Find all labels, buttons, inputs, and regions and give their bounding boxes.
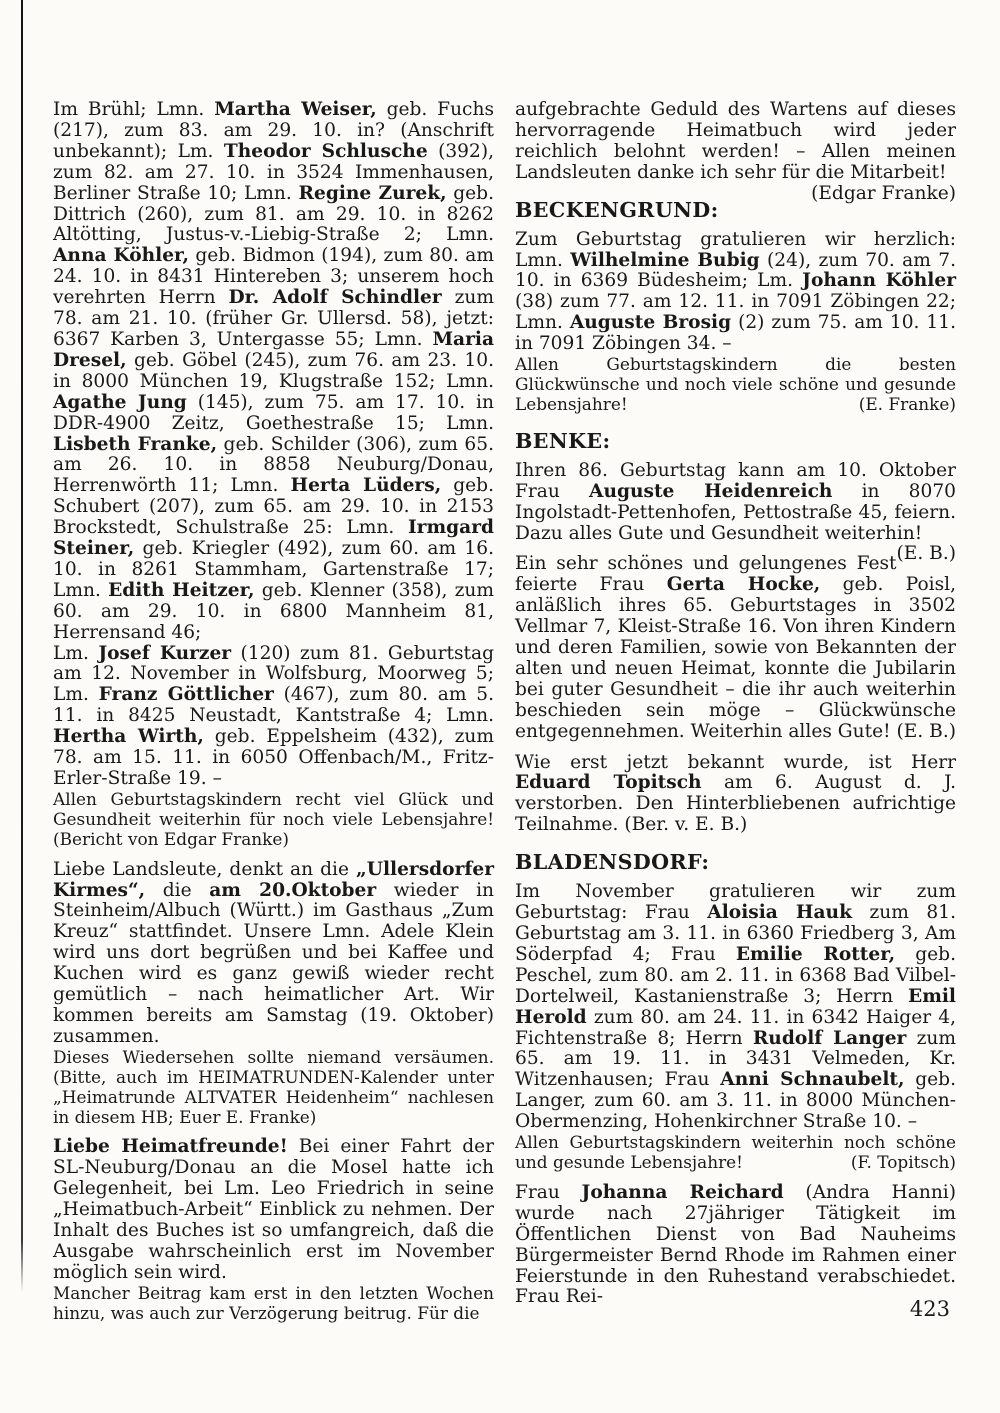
text-columns	[53, 100, 957, 1324]
text-run: (24), zum 70. am 7. 10. in 6369 Büdesheim; Lm.	[515, 249, 957, 292]
text-run: geb. Poisl, anläßlich ihres 65. Geburtstages in 3502 Vellmar 7, Kleist-Straße 16. Von ihren Kindern und deren Familien, sowie von Bekannten der alten und neuen Heimat, konnte die Jubilarin bei guter Gesundheit – die ihr auch weiterhin beschieden sein möge – Glückwünsche entgegennehmen. Weiterhin alles Gute!	[515, 574, 956, 742]
text-run: geb. Fuchs (217), zum 83. am 29. 10. in? (Anschrift unbekannt); Lm.	[53, 99, 494, 162]
text-run: geb. Klenner (358), zum 60. am 29. 10. in 6800 Mannheim 81, Herrensand 46;	[53, 579, 494, 643]
bold-name-text: Emilie Rotter,	[735, 943, 896, 965]
text-run: die	[145, 879, 210, 901]
text-run: Wie erst jetzt bekannt wurde, ist Herr	[515, 751, 956, 773]
text-run: zum 78. am 21. 10. (früher Gr. Ullersd. 58), jetzt: 6367 Karben 3, Untergasse 55; Lmn.	[53, 287, 494, 350]
body-paragraph	[515, 882, 956, 1133]
bold-name-text: Dr. Adolf Schindler	[228, 287, 442, 309]
text-run: Lm.	[53, 642, 99, 664]
body-paragraph	[53, 100, 494, 644]
body-paragraph	[515, 554, 956, 742]
body-paragraph	[515, 230, 956, 355]
text-run: Allen Geburtstagskindern die besten Glückwünsche und noch viele schöne und gesunde Lebensjahre!	[515, 354, 956, 414]
bold-name-text: Liebe Heimatfreunde!	[53, 1136, 288, 1158]
note-paragraph	[53, 1284, 494, 1324]
bold-name-text: Aloisia Hauk	[707, 902, 852, 924]
text-run: geb. Göbel (245), zum 76. am 23. 10. in 8000 München 19, Klugstraße 152; Lmn.	[53, 349, 494, 392]
text-run: geb. Schilder (306), zum 65. am 26. 10. in 8858 Neuburg/Donau, Herrenwörth 11; Lmn.	[53, 433, 494, 497]
bold-name-text: Gerta Hocke,	[666, 574, 821, 596]
text-run: (2) zum 75. am 10. 11. in 7091 Zöbingen 34. –	[515, 312, 956, 355]
section-heading: BENKE:	[515, 428, 611, 453]
body-paragraph	[515, 459, 956, 565]
text-run: Allen Geburtstagskindern recht viel Glück und Gesundheit weiterhin für noch viele Lebensjahre! (Bericht von Edgar Franke)	[53, 788, 494, 849]
text-run: Liebe Landsleute, denkt an die	[53, 858, 357, 880]
text-run: Bei einer Fahrt der SL-Neuburg/Donau an die Mosel hatte ich Gelegenheit, bei Lm. Leo Friedrich in seine „Heimatbuch-Arbeit“ Einblick zu nehmen. Der Inhalt des Buches ist so umfangreich, daß die Ausgabe wahrscheinlich erst im November möglich sein wird.	[53, 1136, 494, 1283]
text-run: geb. Schubert (207), zum 65. am 29. 10. in 2153 Brockstedt, Schulstraße 25: Lmn.	[53, 475, 494, 539]
bold-name-text: Edith Heitzer,	[108, 579, 255, 601]
bold-name-text: Agathe Jung	[53, 391, 187, 413]
bold-name-text: Rudolf Langer	[752, 1027, 907, 1049]
section-heading: BLADENSDORF:	[515, 850, 710, 875]
bold-name-text: Auguste Heidenreich	[589, 480, 833, 502]
text-run: wieder in Steinheim/Albuch (Württ.) im Gasthaus „Zum Kreuz“ stattfindet. Unsere Lmn. Adele Klein wird uns dort begrüßen und bei Kaffee und Kuchen wird es ganz gewiß wieder recht gemütlich – nach heimatlicher Art. Wir kommen bereits am Samstag (19. Oktober) zusammen.	[53, 879, 495, 1047]
note-paragraph	[515, 1133, 956, 1173]
text-run: Zum Geburtstag gratulieren wir herzlich: Lmn.	[515, 228, 956, 271]
text-run: Frau	[515, 1181, 582, 1203]
text-run: geb. Dittrich (260), zum 81. am 29. 10. in 8262 Altötting, Justus-v.-Liebig-Straße 2; Lmn.	[53, 182, 494, 246]
text-run: aufgebrachte Geduld des Wartens auf dieses hervorragende Heimatbuch wird jeder reichlich belohnt werden! – Allen meinen Landsleuten danke ich sehr für die Mitarbeit!	[515, 99, 956, 183]
attribution: (F. Topitsch)	[850, 1151, 956, 1172]
text-run: Im Brühl; Lmn.	[53, 99, 215, 120]
text-run: (392), zum 82. am 27. 10. in 3524 Immenhausen, Berliner Straße 10; Lmn.	[53, 140, 494, 204]
bold-name-text: Franz Göttlicher	[98, 684, 274, 706]
bold-name-text: Wilhelmine Bubig	[570, 249, 760, 271]
bold-name-text: Eduard Topitsch	[515, 772, 702, 794]
bold-name-text: Josef Kurzer	[98, 642, 232, 664]
attribution: (E. B.)	[896, 720, 956, 742]
text-run: Ein sehr schönes und gelungenes Fest feierte Frau	[515, 553, 897, 596]
text-run: Mancher Beitrag kam erst in den letzten Wochen hinzu, was auch zur Verzögerung beitrug. Für die	[53, 1282, 494, 1323]
text-run: Dieses Wiedersehen sollte niemand versäumen. (Bitte, auch im HEIMATRUNDEN-Kalender unter „Heimatrunde ALTVATER Heidenheim“ nachlesen in diesem HB; Euer E. Franke)	[53, 1046, 494, 1127]
text-run: (467), zum 80. am 5. 11. in 8425 Neustadt, Kantstraße 4; Lmn.	[53, 684, 494, 727]
text-run: zum 81. Geburtstag am 3. 11. in 6360 Friedberg 3, Am Söderpfad 4; Frau	[515, 902, 956, 965]
bold-name-text: Herta Lüders,	[290, 475, 442, 497]
note-paragraph	[515, 355, 956, 415]
bold-name-text: Regine Zurek,	[298, 182, 447, 204]
text-run: (145), zum 75. am 17. 10. in DDR-4900 Zeitz, Goethestraße 15; Lmn.	[53, 391, 494, 434]
bold-name-text: Johann Köhler	[802, 270, 956, 292]
text-run: zum 65. am 19. 11. in 3431 Velmeden, Kr. Witzenhausen; Frau	[515, 1027, 956, 1091]
text-run: zum 80. am 24. 11. in 6342 Haiger 4, Fichtenstraße 8; Herrn	[515, 1006, 956, 1049]
body-paragraph	[515, 99, 956, 204]
body-paragraph	[515, 1183, 956, 1308]
bold-name-text: Anna Köhler,	[53, 245, 189, 267]
body-paragraph	[53, 644, 494, 790]
attribution: (Edgar Franke)	[811, 182, 956, 204]
attribution: (E. B.)	[896, 543, 956, 565]
bold-name-text: Johanna Reichard	[581, 1181, 784, 1203]
text-run: in 8070 Ingolstadt-Pettenhofen, Pettostraße 45, feiern. Dazu alles Gute und Gesundheit weiterhin!	[515, 480, 956, 544]
text-run: geb. Peschel, zum 80. am 2. 11. in 6368 Bad Vilbel-Dortelweil, Kastanienstraße 3; Herrn	[515, 943, 956, 1007]
attribution: (E. Franke)	[858, 393, 956, 414]
left-column	[53, 100, 494, 1324]
bold-name-text: Irmgard Steiner,	[53, 517, 494, 560]
text-run: geb. Bidmon (194), zum 80. am 24. 10. in 8431 Hintereben 3; unserem hoch verehrten Herrn	[53, 245, 494, 309]
bold-name-text: Anni Schnaubelt,	[720, 1069, 905, 1091]
text-run: geb. Langer, zum 60. am 3. 11. in 8000 München-Obermenzing, Hohenkirchner Straße 10. –	[515, 1069, 956, 1133]
body-paragraph	[53, 860, 494, 1048]
right-column	[515, 100, 956, 1324]
bold-name-text: Lisbeth Franke,	[53, 433, 218, 455]
text-run: Im November gratulieren wir zum Geburtstag: Frau	[515, 881, 956, 924]
page-number: 423	[909, 1297, 950, 1321]
text-run: (38) zum 77. am 12. 11. in 7091 Zöbingen 22; Lmn.	[515, 291, 956, 334]
scan-edge-artifact	[21, 0, 23, 1292]
note-paragraph	[53, 790, 494, 850]
text-run: (Andra Hanni) wurde nach 27jähriger Tätigkeit im Öffentlichen Dienst von Bad Nauheims Bürgermeister Bernd Rhode im Rahmen einer Feierstunde in den Ruhestand verabschiedet. Frau Rei-	[515, 1181, 956, 1308]
text-run: geb. Eppelsheim (432), zum 78. am 15. 11. in 6050 Offenbach/M., Fritz-Erler-Straße 19. –	[53, 726, 494, 789]
section-heading: BECKENGRUND:	[515, 197, 719, 222]
bold-name-text: Maria Dresel,	[53, 328, 494, 371]
text-run: Ihren 86. Geburtstag kann am 10. Oktober Frau	[515, 459, 956, 502]
body-paragraph	[515, 753, 956, 837]
bold-name-text: Martha Weiser,	[214, 99, 377, 120]
bold-name-text: Theodor Schlusche	[223, 140, 428, 162]
bold-name-text: Auguste Brosig	[569, 312, 732, 334]
bold-name-text: am 20.Oktober	[209, 879, 377, 901]
bold-name-text: Hertha Wirth,	[53, 726, 204, 748]
bold-name-text: „Ullersdorfer Kirmes“,	[53, 858, 494, 901]
text-run: am 6. August d. J. verstorben. Den Hinterbliebenen aufrichtige Teilnahme. (Ber. v. E. B.)	[515, 772, 956, 836]
text-run: Allen Geburtstagskindern weiterhin noch schöne und gesunde Lebensjahre!	[515, 1132, 956, 1172]
body-paragraph	[53, 1137, 494, 1283]
bold-name-text: Emil Herold	[515, 985, 956, 1028]
text-run: (120) zum 81. Geburtstag am 12. November in Wolfsburg, Moorweg 5; Lm.	[53, 642, 494, 706]
text-run: geb. Kriegler (492), zum 60. am 16. 10. in 8261 Stammham, Gartenstraße 17; Lmn.	[53, 538, 494, 601]
note-paragraph	[53, 1048, 494, 1128]
